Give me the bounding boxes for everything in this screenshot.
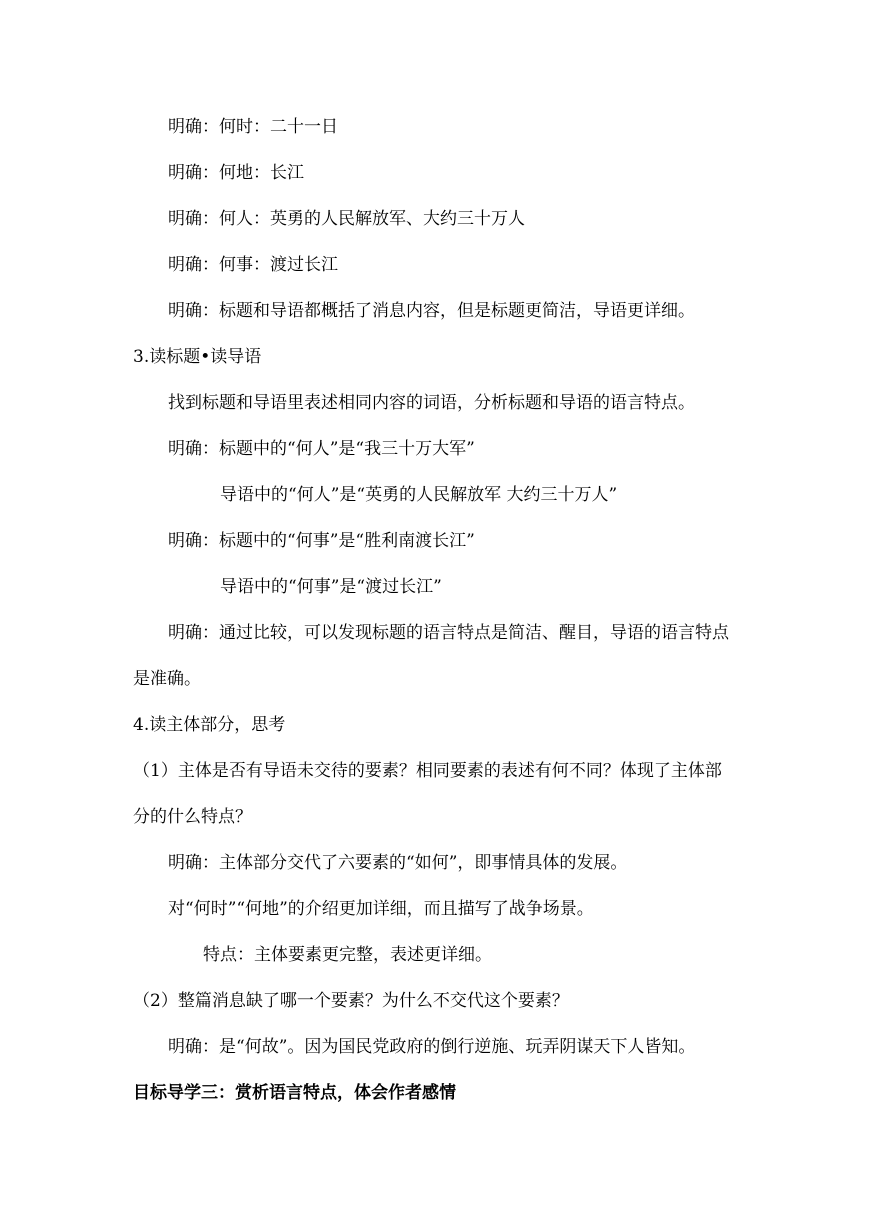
answer-when: 明确：何时：二十一日 (168, 117, 338, 137)
answer-who: 明确：何人：英勇的人民解放军、大约三十万人 (168, 209, 525, 229)
feature-note: 特点：主体要素更完整，表述更详细。 (203, 945, 492, 965)
answer-main-body: 明确：主体部分交代了六要素的“如何”，即事情具体的发展。 (168, 853, 628, 873)
answer-comparison: 明确：通过比较，可以发现标题的语言特点是简洁、醒目，导语的语言特点 (168, 623, 729, 643)
section-heading-3: 3.读标题•读导语 (133, 347, 262, 367)
question-1-continued: 分的什么特点？ (133, 807, 252, 827)
answer-title-who: 明确：标题中的“何人”是“我三十万大军” (168, 439, 475, 459)
answer-missing-element: 明确：是“何故”。因为国民党政府的倒行逆施、玩弄阴谋天下人皆知。 (168, 1037, 696, 1057)
answer-comparison-continued: 是准确。 (133, 669, 201, 689)
answer-summary: 明确：标题和导语都概括了消息内容，但是标题更简洁，导语更详细。 (168, 301, 695, 321)
answer-where: 明确：何地：长江 (168, 163, 304, 183)
question-2: （2）整篇消息缺了哪一个要素？为什么不交代这个要素？ (133, 991, 569, 1011)
answer-lead-who: 导语中的“何人”是“英勇的人民解放军 大约三十万人” (220, 485, 618, 505)
question-1: （1）主体是否有导语未交待的要素？相同要素的表述有何不同？体现了主体部 (133, 761, 722, 781)
answer-main-body-detail: 对“何时”“何地”的介绍更加详细，而且描写了战争场景。 (168, 899, 594, 919)
answer-lead-what: 导语中的“何事”是“渡过长江” (220, 577, 442, 597)
goal-heading-3: 目标导学三：赏析语言特点，体会作者感情 (133, 1083, 456, 1103)
answer-what: 明确：何事：渡过长江 (168, 255, 338, 275)
task-instruction: 找到标题和导语里表述相同内容的词语，分析标题和导语的语言特点。 (168, 393, 695, 413)
section-heading-4: 4.读主体部分，思考 (133, 715, 286, 735)
answer-title-what: 明确：标题中的“何事”是“胜利南渡长江” (168, 531, 475, 551)
